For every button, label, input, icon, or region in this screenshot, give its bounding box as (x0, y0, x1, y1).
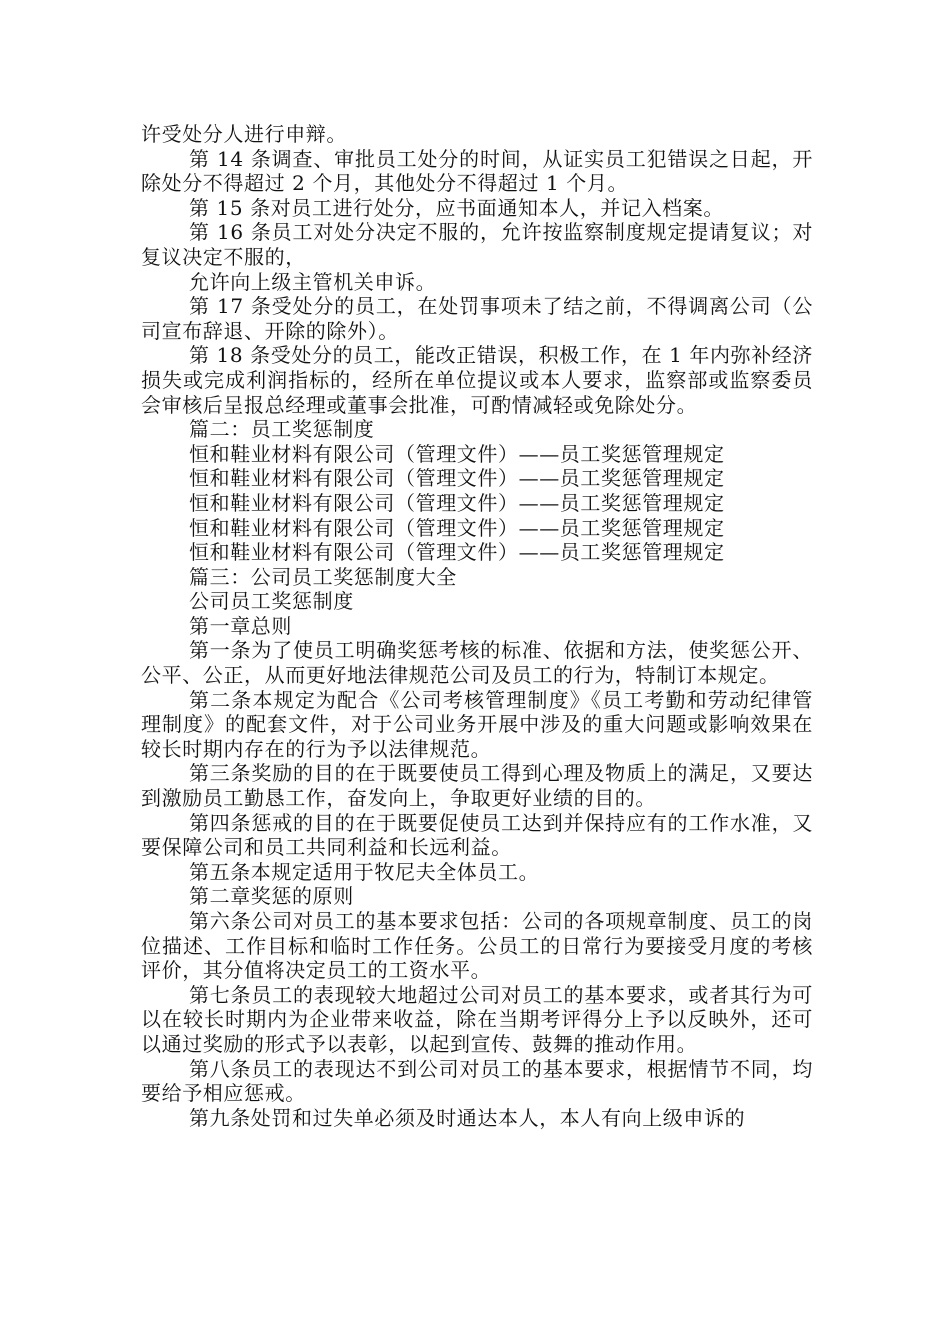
paragraph: 第六条公司对员工的基本要求包括：公司的各项规章制度、员工的岗位描述、工作目标和临时工作任务。公员工的日常行为要接受月度的考核评价，其分值将决定员工的工资水平。 (141, 909, 813, 983)
paragraph: 许受处分人进行申辩。 (141, 122, 347, 146)
paragraph: 允许向上级主管机关申诉。 (189, 269, 437, 294)
paragraph: 篇二：员工奖惩制度 (189, 417, 375, 442)
paragraph: 第 16 条员工对处分决定不服的，允许按监察制度规定提请复议；对复议决定不服的， (141, 220, 813, 269)
paragraph: 恒和鞋业材料有限公司（管理文件）——员工奖惩管理规定 (189, 515, 725, 540)
paragraph: 第二章奖惩的原则 (189, 884, 354, 909)
paragraph: 第 15 条对员工进行处分，应书面通知本人，并记入档案。 (189, 195, 724, 220)
paragraph: 第四条惩戒的目的在于既要促使员工达到并保持应有的工作水准，又要保障公司和员工共同利益和长远利益。 (141, 810, 813, 860)
paragraph: 恒和鞋业材料有限公司（管理文件）——员工奖惩管理规定 (189, 466, 725, 491)
paragraph: 恒和鞋业材料有限公司（管理文件）——员工奖惩管理规定 (189, 490, 725, 515)
paragraph: 篇三：公司员工奖惩制度大全 (189, 564, 457, 589)
paragraph: 第三条奖励的目的在于既要使员工得到心理及物质上的满足，又要达到激励员工勤恳工作，奋发向上，争取更好业绩的目的。 (141, 761, 813, 811)
paragraph: 第一条为了使员工明确奖惩考核的标准、依据和方法，使奖惩公开、公平、公正，从而更好地法律规范公司及员工的行为，特制订本规定。 (141, 638, 813, 688)
paragraph: 第五条本规定适用于牧尼夫全体员工。 (189, 859, 540, 884)
paragraph: 第 14 条调查、审批员工处分的时间，从证实员工犯错误之日起，开除处分不得超过 2 个月，其他处分不得超过 1 个月。 (141, 146, 813, 196)
paragraph: 第 18 条受处分的员工，能改正错误，积极工作，在 1 年内弥补经济损失或完成利润指标的，经所在单位提议或本人要求，监察部或监察委员会审核后呈报总经理或董事会批准，可酌情减轻或免除处分。 (141, 343, 814, 417)
paragraph: 恒和鞋业材料有限公司（管理文件）——员工奖惩管理规定 (189, 540, 725, 565)
paragraph: 第九条处罚和过失单必须及时通达本人，本人有向上级申诉的 (189, 1105, 746, 1130)
paragraph: 第二条本规定为配合《公司考核管理制度》《员工考勤和劳动纪律管理制度》的配套文件，对于公司业务开展中涉及的重大问题或影响效果在较长时期内存在的行为予以法律规范。 (141, 687, 813, 761)
paragraph: 第七条员工的表现较大地超过公司对员工的基本要求，或者其行为可以在较长时期内为企业带来收益，除在当期考评得分上予以反映外，还可以通过奖励的形式予以表彰，以起到宣传、鼓舞的推动作用。 (141, 982, 813, 1056)
paragraph: 恒和鞋业材料有限公司（管理文件）——员工奖惩管理规定 (189, 441, 725, 466)
paragraph: 第 17 条受处分的员工，在处罚事项未了结之前，不得调离公司（公司宣布辞退、开除的除外）。 (141, 294, 813, 343)
document-body (141, 122, 813, 1130)
paragraph: 第八条员工的表现达不到公司对员工的基本要求，根据情节不同，均要给予相应惩戒。 (141, 1056, 813, 1106)
paragraph: 公司员工奖惩制度 (189, 589, 354, 614)
paragraph: 第一章总则 (189, 613, 292, 638)
